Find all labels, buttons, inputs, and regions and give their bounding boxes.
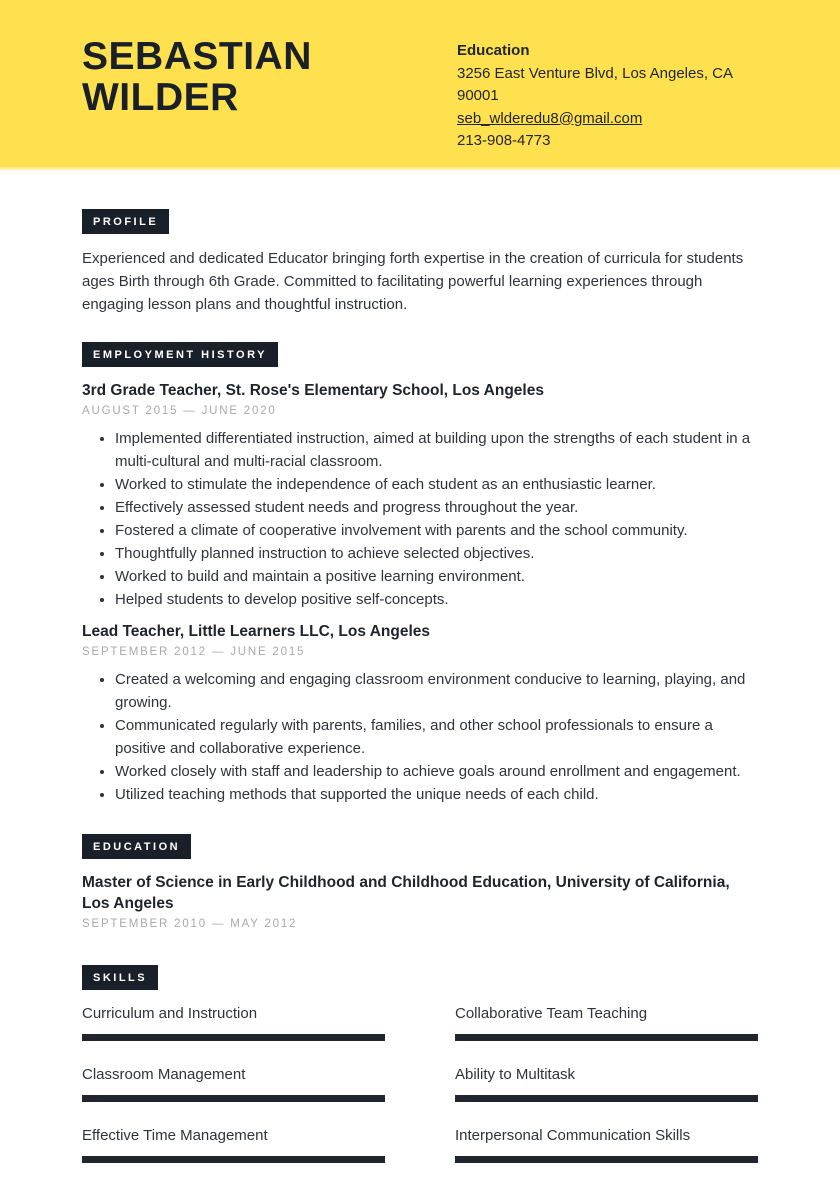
role-label: Education (457, 42, 530, 59)
job-entry (82, 621, 758, 806)
job-bullet: • Helped students to develop positive self-concepts. (115, 588, 758, 611)
skill-name: Curriculum and Instruction (82, 1005, 258, 1022)
skill-item (455, 1065, 758, 1102)
skill-item (82, 1126, 385, 1163)
job-bullet: • Worked closely with staff and leadership to achieve goals around enrollment and engagement. (115, 760, 758, 783)
name-line-2: WILDER (82, 76, 239, 119)
section-employment-history (82, 342, 758, 806)
skill-item (455, 1004, 758, 1041)
skill-level-bar (455, 1034, 758, 1041)
profile-summary-text: Experienced and dedicated Educator bringing forth expertise in the creation of curricula for students ages Birth through 6th Grade. Committed to facilitating powerful learning experiences through engaging lesson plans and thoughtful instruction. (82, 250, 744, 313)
skill-item (455, 1126, 758, 1163)
skill-item (82, 1004, 385, 1041)
skill-level-bar (82, 1034, 385, 1041)
job-bullet: • Worked to build and maintain a positive learning environment. (115, 565, 758, 588)
email-link[interactable]: seb_wlderedu8@gmail.com (457, 109, 643, 127)
skill-level-fill (455, 1034, 758, 1041)
job-dates: AUGUST 2015 — JUNE 2020 (82, 405, 277, 417)
job-bullet: • Effectively assessed student needs and progress throughout the year. (115, 496, 758, 519)
skill-item (82, 1065, 385, 1102)
resume-body (0, 209, 840, 1187)
skill-level-bar (82, 1156, 385, 1163)
contact-block (457, 0, 758, 167)
skill-name: Effective Time Management (82, 1127, 268, 1144)
skill-name: Ability to Multitask (455, 1066, 576, 1083)
skill-level-bar (82, 1095, 385, 1102)
job-bullet: • Thoughtfully planned instruction to achieve selected objectives. (115, 542, 758, 565)
email-row (457, 108, 758, 131)
section-skills (82, 965, 758, 1187)
job-bullet: • Worked to stimulate the independence of each student as an enthusiastic learner. (115, 473, 758, 496)
education-section-label: EDUCATION (82, 834, 191, 859)
section-profile (82, 209, 758, 316)
job-dates: SEPTEMBER 2012 — JUNE 2015 (82, 646, 306, 658)
degree-title: Master of Science in Early Childhood and Childhood Education, University of California, Los Angeles (82, 874, 730, 912)
skills-grid (82, 1004, 758, 1187)
job-bullet: • Implemented differentiated instruction, aimed at building upon the strengths of each student in a multi-cultural and multi-racial classroom. (115, 427, 758, 473)
skill-name: Collaborative Team Teaching (455, 1005, 648, 1022)
skill-level-fill (82, 1156, 385, 1163)
skill-level-fill (82, 1034, 385, 1041)
resume-header (0, 0, 840, 170)
skill-name: Classroom Management (82, 1066, 246, 1083)
skills-column-left (82, 1004, 385, 1187)
candidate-name (82, 0, 457, 167)
education-entry (82, 872, 758, 930)
degree-dates: SEPTEMBER 2010 — MAY 2012 (82, 918, 298, 930)
address-text: 3256 East Venture Blvd, Los Angeles, CA 90001 (457, 64, 733, 104)
job-bullet: • Fostered a climate of cooperative involvement with parents and the school community. (115, 519, 758, 542)
employment-section-label: EMPLOYMENT HISTORY (82, 342, 278, 367)
skills-column-right (455, 1004, 758, 1187)
skill-level-bar (455, 1156, 758, 1163)
job-bullet: • Communicated regularly with parents, families, and other school professionals to ensure a positive and collaborative experience. (115, 714, 758, 760)
phone-text: 213-908-4773 (457, 132, 551, 149)
skill-level-fill (455, 1156, 758, 1163)
skill-name: Interpersonal Communication Skills (455, 1127, 691, 1144)
skill-level-bar (455, 1095, 758, 1102)
job-bullet: • Created a welcoming and engaging classroom environment conducive to learning, playing, and growing. (115, 668, 758, 714)
profile-section-label: PROFILE (82, 209, 169, 234)
skill-level-fill (455, 1095, 758, 1102)
job-bullet-list (82, 668, 758, 806)
name-line-1: SEBASTIAN (82, 35, 312, 78)
job-title: 3rd Grade Teacher, St. Rose's Elementary School, Los Angeles (82, 382, 544, 399)
skill-level-fill (82, 1095, 385, 1102)
job-title: Lead Teacher, Little Learners LLC, Los Angeles (82, 623, 430, 640)
job-bullet-list (82, 427, 758, 611)
section-education (82, 834, 758, 930)
skills-section-label: SKILLS (82, 965, 158, 990)
job-bullet: • Utilized teaching methods that supported the unique needs of each child. (115, 783, 758, 806)
job-entry (82, 380, 758, 611)
